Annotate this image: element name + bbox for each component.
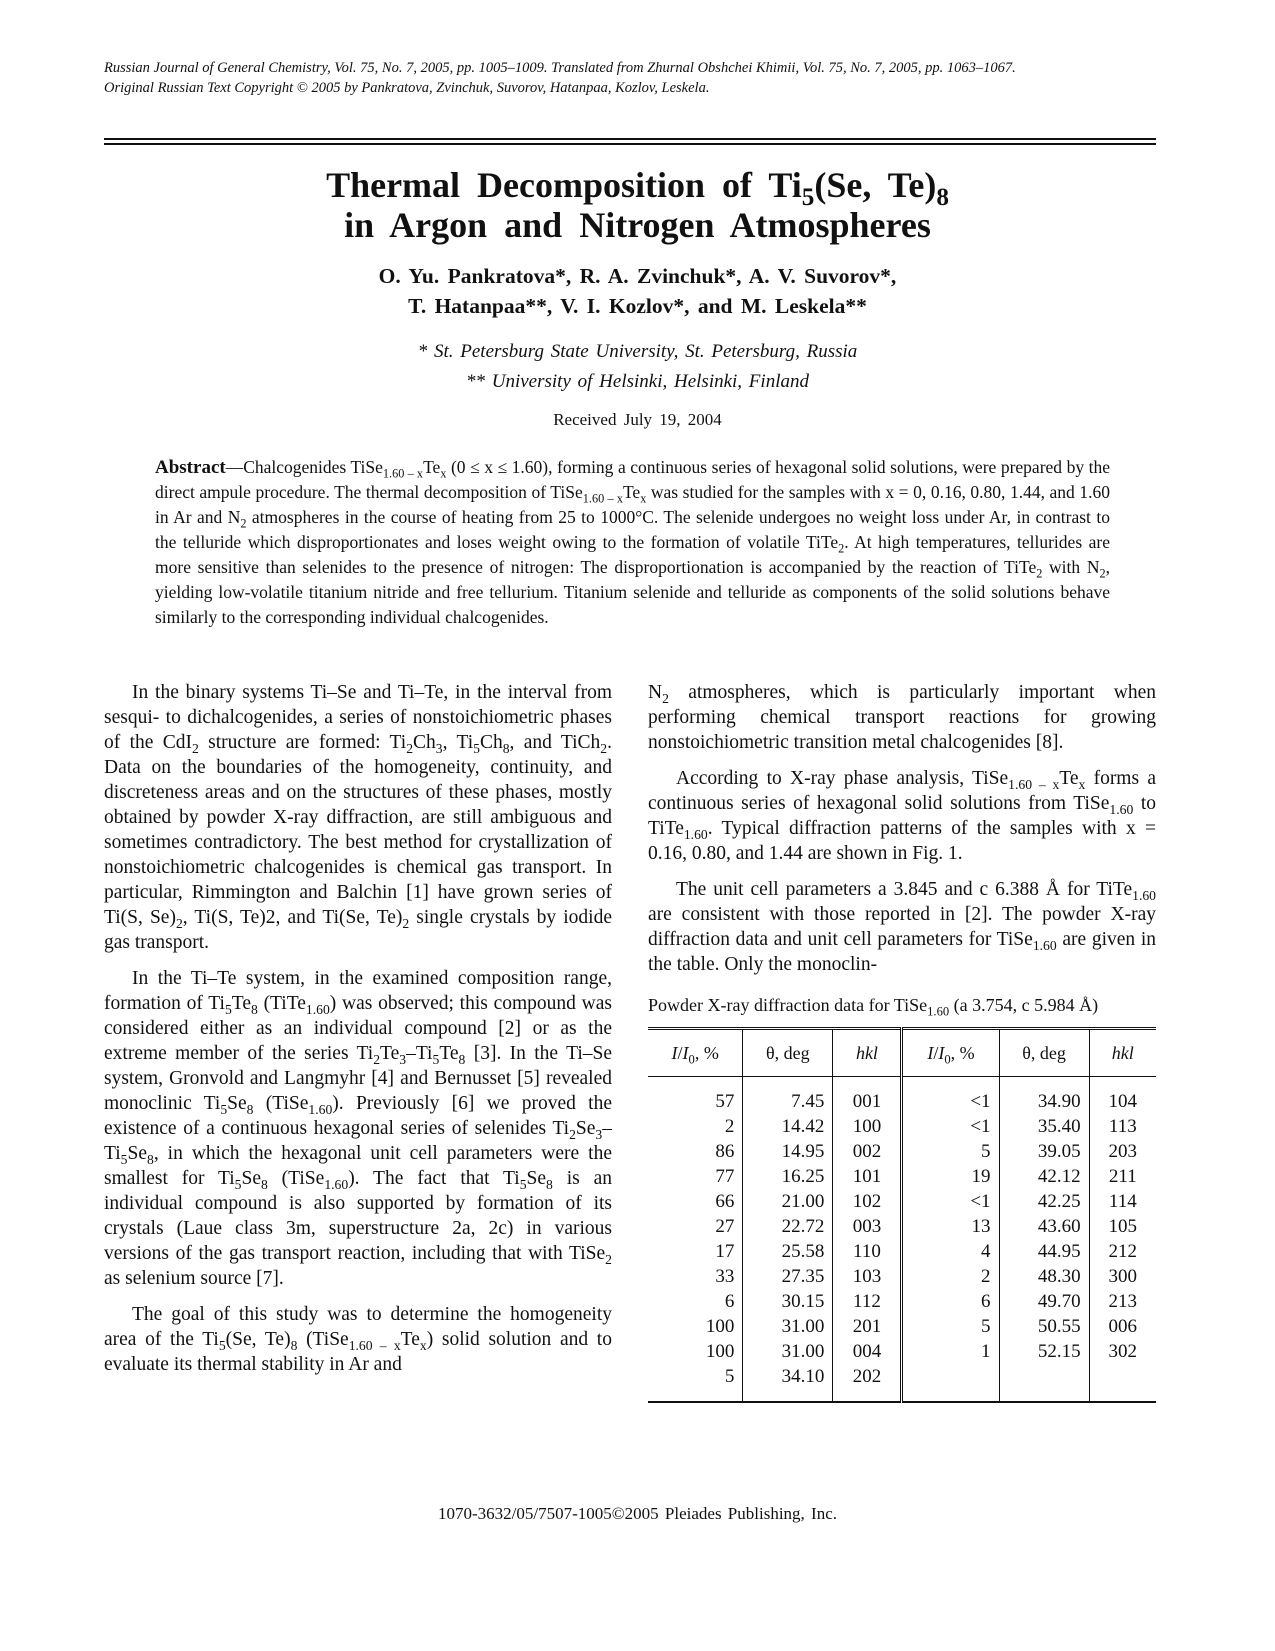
- paragraph: The goal of this study was to determine the homogeneity area of the $Ti_5(Se$, $Te)_8$ $(TiSe_{1.60 - x}Te_x)$ solid solution and to evaluate its thermal stability in Ar and: [104, 1304, 612, 1375]
- table-cell: 66: [648, 1189, 743, 1214]
- table-cell: [999, 1364, 1089, 1402]
- col-header: $I/I_0$, %: [648, 1029, 743, 1077]
- col-header: θ, deg: [743, 1029, 833, 1077]
- table-cell: 213: [1108, 1291, 1138, 1312]
- table-cell: 27.35: [743, 1264, 833, 1289]
- table-cell: 5: [648, 1364, 743, 1402]
- table-cell: 112: [833, 1289, 902, 1314]
- table-row: [648, 1189, 1156, 1214]
- table-cell: 100: [648, 1339, 743, 1364]
- table-cell: 114: [1108, 1191, 1137, 1212]
- table-row: [648, 1214, 1156, 1239]
- paragraph: In the binary systems Ti–Se and Ti–Te, in the interval from sesqui- to dichalcogenides, a series of nonstoichiometric phases of the CdI$_2$ structure are formed: $Ti_2Ch_3$, $Ti_5Ch_8$, and TiCh$_2$. Data on the boundaries of the homogeneity, continuity, and discreteness areas and on the structures of these phases, mostly obtained by powder X-ray diffraction, are still ambiguous and sometimes contradictory. The best method for crystallization of nonstoichiometric chalcogenides is chemical gas transport. In particular, Rimmington and Balchin [1] have grown series of Ti(S, $Se)_2$, Ti(S, Te)2, and Ti(Se, $Te)_2$ single crystals by iodide gas transport.: [104, 682, 613, 953]
- header-copyright: Original Russian Text Copyright © 2005 by Pankratova, Zvinchuk, Suvorov, Hatanpaa, Kozlov, Leskela.: [104, 80, 710, 96]
- table-cell: 44.95: [999, 1239, 1089, 1264]
- table-cell: 34.90: [999, 1077, 1089, 1115]
- table-cell: 302: [1108, 1341, 1138, 1362]
- table-cell: 2: [902, 1264, 999, 1289]
- journal-header: [104, 58, 1156, 98]
- table-cell: 14.42: [743, 1114, 833, 1139]
- table-cell: 5: [902, 1314, 999, 1339]
- table-cell: 6: [648, 1289, 743, 1314]
- abstract-label: Abstract: [155, 457, 226, 478]
- table-cell: 31.00: [743, 1314, 833, 1339]
- table-cell: 33: [648, 1264, 743, 1289]
- table-cell: 35.40: [999, 1114, 1089, 1139]
- table-row: [648, 1114, 1156, 1139]
- table-row: [648, 1364, 1156, 1402]
- table-row: [648, 1077, 1156, 1115]
- header-citation: Russian Journal of General Chemistry, Vol. 75, No. 7, 2005, pp. 1005–1009. Translated from Zhurnal Obshchei Khimii, Vol. 75, No. 7, 2005, pp. 1063–1067.: [104, 60, 1016, 76]
- table-cell: 6: [902, 1289, 999, 1314]
- table-cell: 77: [648, 1164, 743, 1189]
- table-cell: 203: [1108, 1141, 1138, 1162]
- table-cell: 14.95: [743, 1139, 833, 1164]
- table-row: [648, 1264, 1156, 1289]
- table-cell: 2: [648, 1114, 743, 1139]
- table-cell: 49.70: [999, 1289, 1089, 1314]
- table-cell: 113: [1108, 1116, 1137, 1137]
- paragraph: The unit cell parameters a 3.845 and c 6.388 Å for TiTe$_{1.60}$ are consistent with those reported in [2]. The powder X-ray diffraction data and unit cell parameters for TiSe$_{1.60}$ are given in the table. Only the monoclin-: [648, 879, 1156, 975]
- table-cell: 202: [833, 1364, 902, 1402]
- received-date: Received July 19, 2004: [553, 410, 722, 429]
- paper-title: Thermal Decomposition of $Ti_5(Se$, $Te)_8$ in Argon and Nitrogen Atmospheres: [326, 165, 949, 245]
- table-cell: 19: [902, 1164, 999, 1189]
- col-header: θ, deg: [999, 1029, 1089, 1077]
- table-cell: 101: [833, 1164, 902, 1189]
- xrd-table: [648, 1027, 1156, 1403]
- author-list: O. Yu. Pankratova*, R. A. Zvinchuk*, A. V. Suvorov*, T. Hatanpaa**, V. I. Kozlov*, and M. Leskela**: [378, 264, 897, 318]
- table-cell: 300: [1108, 1266, 1138, 1287]
- table-cell: 212: [1108, 1241, 1138, 1262]
- table-cell: 22.72: [743, 1214, 833, 1239]
- table-cell: 004: [833, 1339, 902, 1364]
- table-cell: 42.12: [999, 1164, 1089, 1189]
- table-header-row: [648, 1029, 1156, 1077]
- table-cell: [1089, 1364, 1156, 1402]
- paragraph: In the Ti–Te system, in the examined composition range, formation of $Ti_5Te_8$ (TiTe$_{1.60}$) was observed; this compound was considered either as an individual compound [2] or as the extreme member of the series $Ti_2Te_3-Ti_5Te_8$ [3]. In the Ti–Se system, Gronvold and Langmyhr [4] and Bernusset [5] revealed monoclinic $Ti_5Se_8$ (TiSe$_{1.60}$). Previously [6] we proved the existence of a continuous hexagonal series of selenides $Ti_2Se_3-Ti_5Se_8$, in which the hexagonal unit cell parameters were the smallest for $Ti_5Se_8$ (TiSe$_{1.60}$). The fact that $Ti_5Se_8$ is an individual compound is also supported by formation of its crystals (Laue class 3m, superstructure 2a, 2c) in various versions of the gas transport reaction, including that with TiSe$_2$ as selenium source [7].: [104, 968, 613, 1289]
- table-cell: 42.25: [999, 1189, 1089, 1214]
- table-cell: <1: [902, 1077, 999, 1115]
- table-cell: 52.15: [999, 1339, 1089, 1364]
- col-header: hkl: [833, 1029, 902, 1077]
- page-footer: 1070-3632/05/7507-1005©2005 Pleiades Publishing, Inc.: [437, 1504, 838, 1523]
- table-cell: 1: [902, 1339, 999, 1364]
- table-row: [648, 1239, 1156, 1264]
- table-cell: 16.25: [743, 1164, 833, 1189]
- header-rule: [104, 138, 1156, 145]
- col-header: $I/I_0$, %: [902, 1029, 999, 1077]
- table-cell: 5: [902, 1139, 999, 1164]
- table-cell: 43.60: [999, 1214, 1089, 1239]
- table-cell: 39.05: [999, 1139, 1089, 1164]
- col-header: hkl: [1089, 1029, 1156, 1077]
- table-cell: 102: [833, 1189, 902, 1214]
- table-cell: [902, 1364, 999, 1402]
- table-cell: 211: [1108, 1166, 1137, 1187]
- table-cell: 48.30: [999, 1264, 1089, 1289]
- table-cell: 13: [902, 1214, 999, 1239]
- table-row: [648, 1289, 1156, 1314]
- table-cell: 27: [648, 1214, 743, 1239]
- table-cell: 100: [648, 1314, 743, 1339]
- table-cell: 7.45: [743, 1077, 833, 1115]
- right-column: [648, 680, 1156, 1403]
- table-cell: 25.58: [743, 1239, 833, 1264]
- paragraph: According to X-ray phase analysis, $TiSe_{1.60 - x}Te_x$ forms a continuous series of hexagonal solid solutions from TiSe$_{1.60}$ to TiTe$_{1.60}$. Typical diffraction patterns of the samples with x = 0.16, 0.80, and 1.44 are shown in Fig. 1.: [648, 768, 1157, 864]
- table-cell: 006: [1108, 1316, 1138, 1337]
- table-cell: 21.00: [743, 1189, 833, 1214]
- table-cell: 17: [648, 1239, 743, 1264]
- paragraph: $N_2$ atmospheres, which is particularly important when performing chemical transport reactions for growing nonstoichiometric transition metal chalcogenides [8].: [648, 682, 1156, 753]
- table-cell: 34.10: [743, 1364, 833, 1402]
- table-row: [648, 1314, 1156, 1339]
- table-cell: 003: [833, 1214, 902, 1239]
- table-cell: 4: [902, 1239, 999, 1264]
- affiliations: * St. Petersburg State University, St. Petersburg, Russia ** University of Helsinki, Helsinki, Finland: [417, 341, 858, 392]
- table-cell: 001: [833, 1077, 902, 1115]
- table-cell: 86: [648, 1139, 743, 1164]
- table-cell: 105: [1108, 1216, 1138, 1237]
- table-row: [648, 1339, 1156, 1364]
- table-cell: 31.00: [743, 1339, 833, 1364]
- table-cell: 201: [833, 1314, 902, 1339]
- table-cell: 002: [833, 1139, 902, 1164]
- table-cell: 110: [833, 1239, 902, 1264]
- table-cell: 103: [833, 1264, 902, 1289]
- table-row: [648, 1139, 1156, 1164]
- abstract: Abstract—Chalcogenides $TiSe_{1.60 - x}Te_x$ (0 ≤ x ≤ 1.60), forming a continuous series of hexagonal solid solutions, were prepared by the direct ampule procedure. The thermal decomposition of $TiSe_{1.60 - x}Te_x$ was studied for the samples with x = 0, 0.16, 0.80, 1.44, and 1.60 in Ar and $N_2$ atmospheres in the course of heating from 25 to 1000°C. The selenide undergoes no weight loss under Ar, in contrast to the telluride which disproportionates and loses weight owing to the formation of volatile TiTe$_2$. At high temperatures, tellurides are more sensitive than selenides to the presence of nitrogen: The disproportionation is accompanied by the reaction of TiTe$_2$ with $N_2$, yielding low-volatile titanium nitride and free tellurium. Titanium selenide and telluride as components of the solid solutions behave similarly to the corresponding individual chalcogenides.: [155, 457, 1111, 627]
- table-cell: 50.55: [999, 1314, 1089, 1339]
- table-cell: <1: [902, 1189, 999, 1214]
- table-cell: 104: [1108, 1091, 1138, 1112]
- table-caption: Powder X-ray diffraction data for TiSe$_{1.60}$ (a 3.754, c 5.984 Å): [648, 995, 1099, 1019]
- table-cell: 100: [833, 1114, 902, 1139]
- table-cell: 57: [648, 1077, 743, 1115]
- left-column: [104, 680, 612, 1388]
- table-cell: <1: [902, 1114, 999, 1139]
- table-row: [648, 1164, 1156, 1189]
- table-cell: 30.15: [743, 1289, 833, 1314]
